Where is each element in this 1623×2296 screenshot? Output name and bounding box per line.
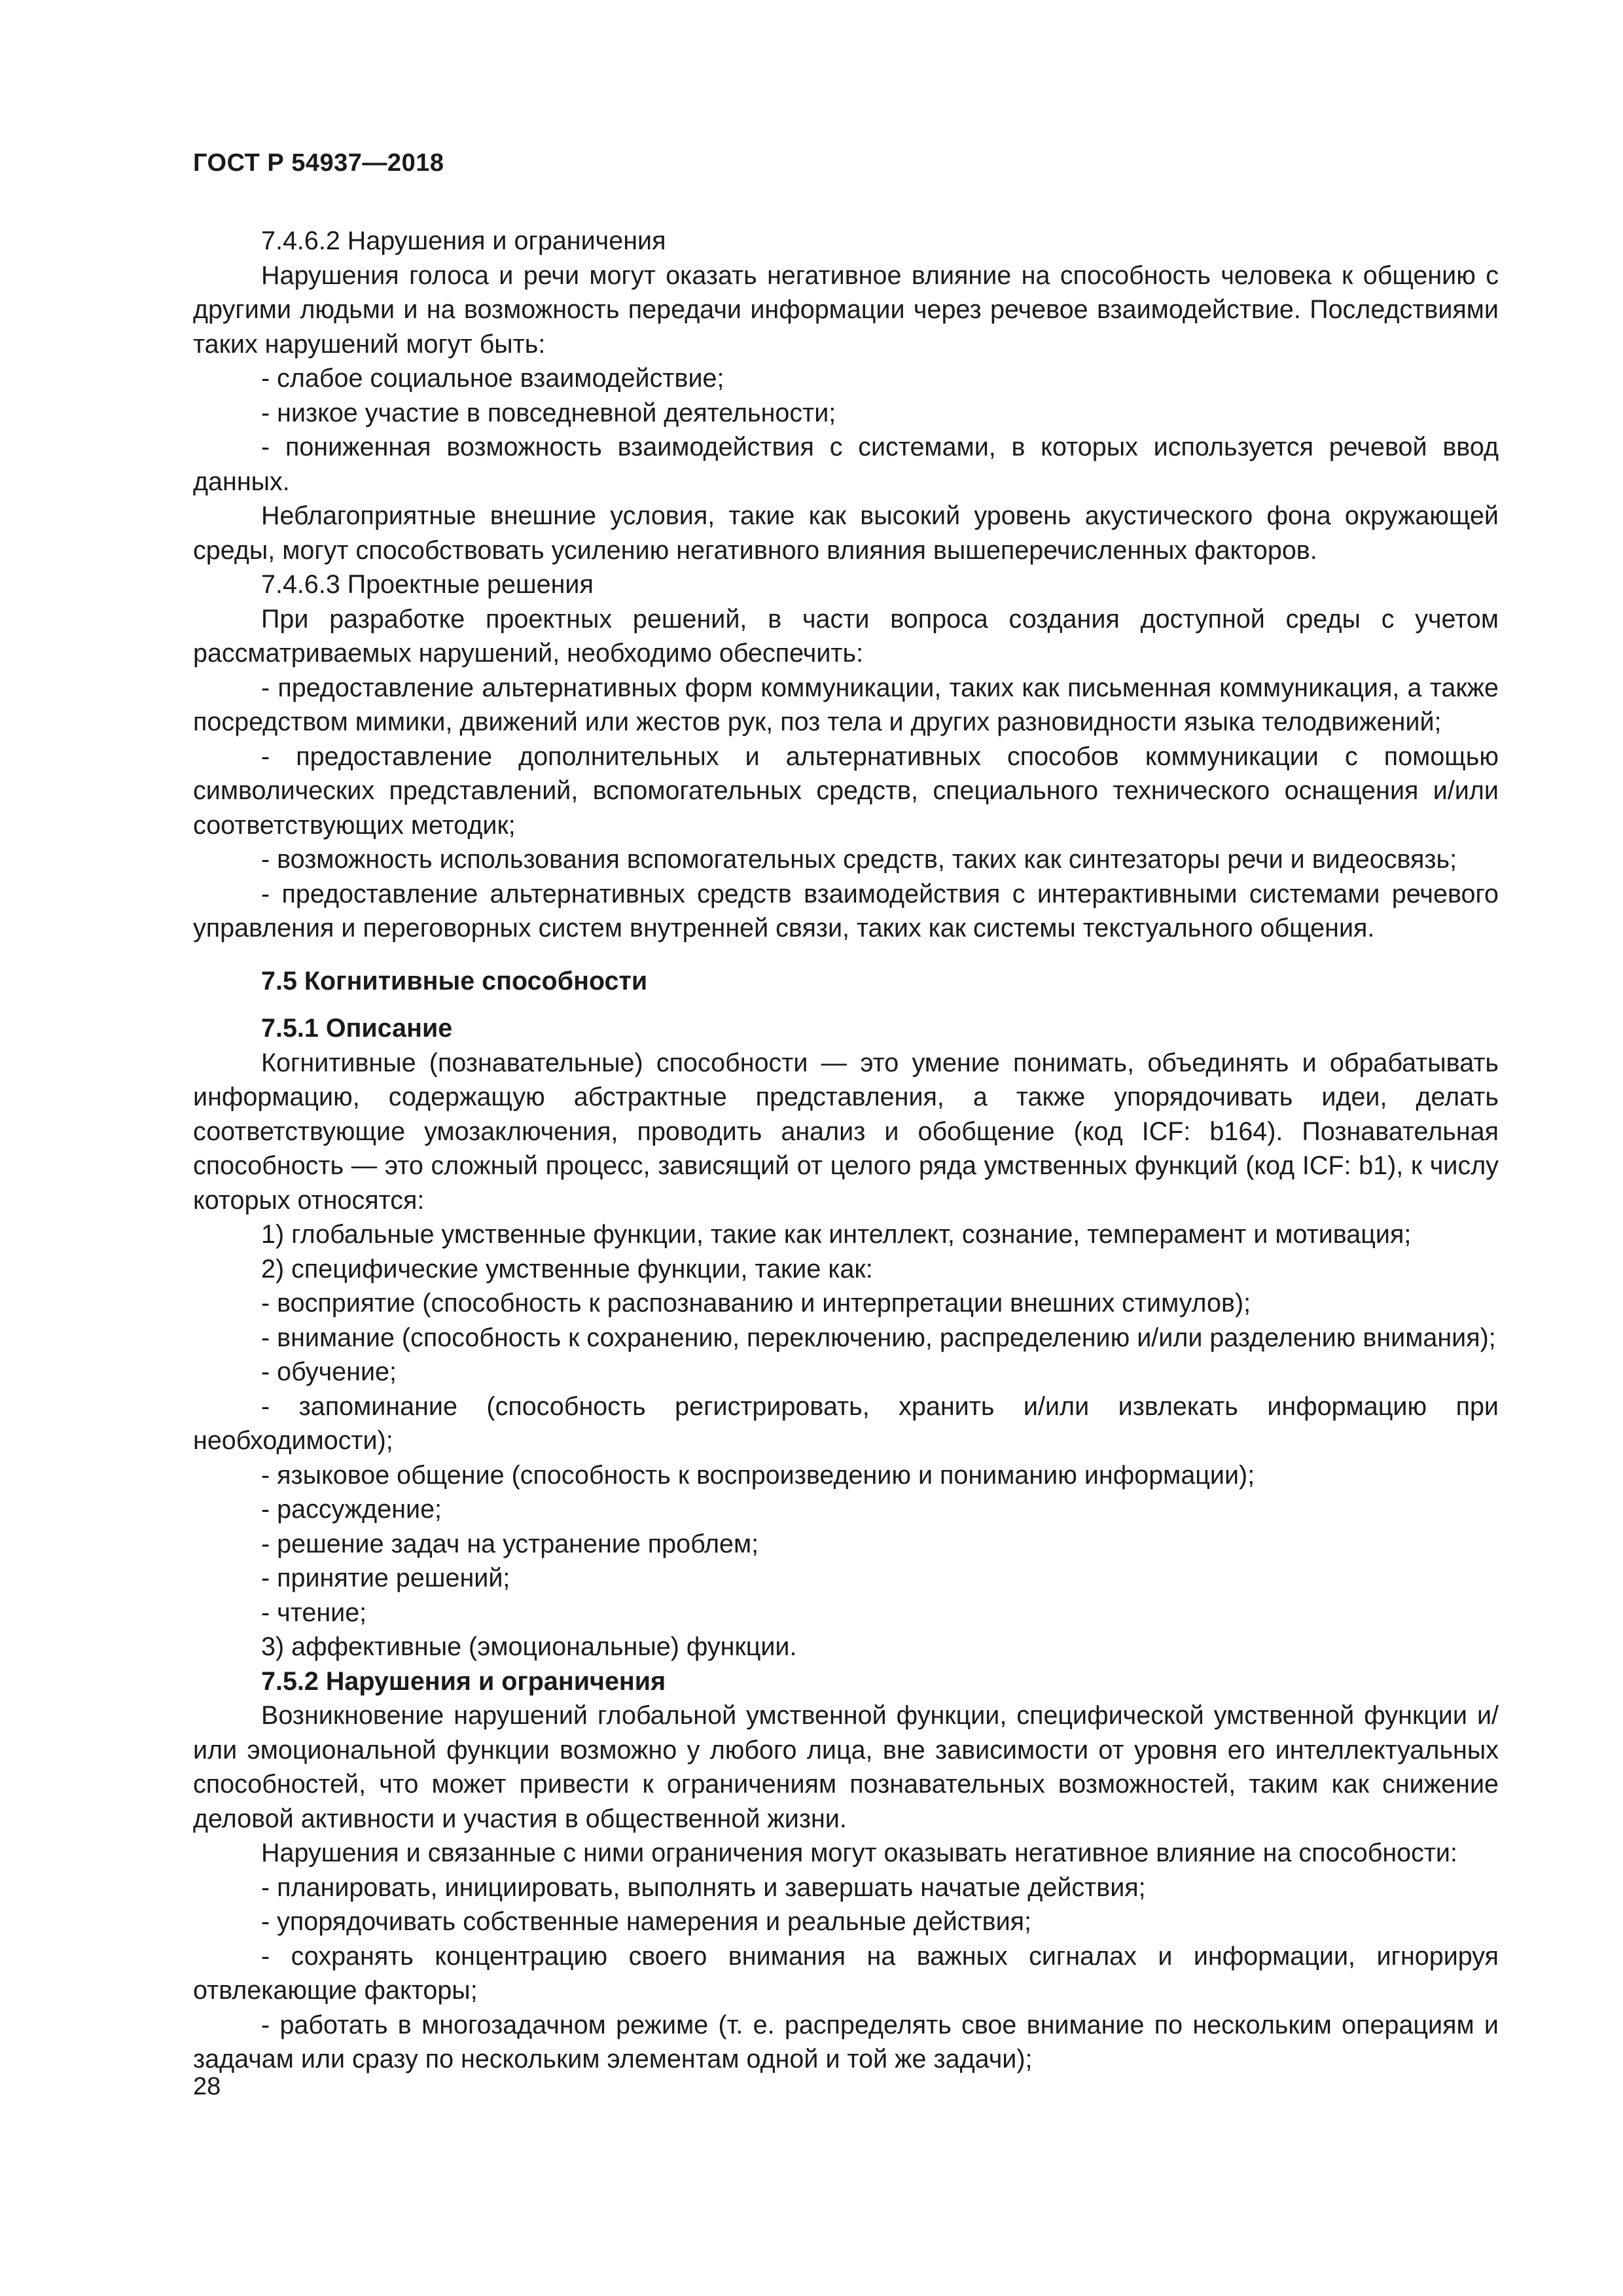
paragraph: Нарушения голоса и речи могут оказать негативное влияние на способность человека к общению с другими людьми и на возможность передачи информации через речевое взаимодействие. Последствиями таких нарушений могут быть:: [193, 260, 1499, 359]
paragraph: - восприятие (способность к распознаванию и интерпретации внешних стимулов);: [261, 1289, 1251, 1318]
paragraph: - предоставление альтернативных форм коммуникации, таких как письменная коммуникация, а также посредством мимики, движений или жестов рук, поз тела и других разновидности языка телодвижений;: [193, 673, 1499, 736]
section-heading: 7.5.1 Описание: [261, 1014, 453, 1043]
paragraph: - работать в многозадачном режиме (т. е. распределять свое внимание по нескольким операциям и задачам или сразу по нескольким элементам одной и той же задачи);: [193, 2010, 1499, 2073]
paragraph: Нарушения и связанные с ними ограничения могут оказывать негативное влияние на способности:: [261, 1839, 1457, 1867]
paragraph: 3) аффективные (эмоциональные) функции.: [261, 1632, 797, 1661]
paragraph: - внимание (способность к сохранению, переключению, распределению и/или разделению внимания);: [261, 1323, 1496, 1352]
paragraph: - решение задач на устранение проблем;: [261, 1529, 759, 1558]
paragraph: - слабое социальное взаимодействие;: [261, 364, 724, 393]
paragraph: - принятие решений;: [261, 1564, 510, 1592]
paragraph: - низкое участие в повседневной деятельности;: [261, 398, 836, 427]
paragraph: 2) специфические умственные функции, такие как:: [261, 1254, 873, 1283]
paragraph: - предоставление дополнительных и альтернативных способов коммуникации с помощью символических представлений, вспомогательных средств, специального технического оснащения и/или соответствующих методик;: [193, 742, 1499, 840]
section-heading: 7.5.2 Нарушения и ограничения: [261, 1666, 666, 1696]
paragraph: - упорядочивать собственные намерения и реальные действия;: [261, 1907, 1032, 1936]
document-body: [193, 224, 1499, 2077]
paragraph: Когнитивные (познавательные) способности — это умение понимать, объединять и обрабатывать информацию, содержащую абстрактные представления, а также упорядочивать идеи, делать соответствующие умозаключения, проводить анализ и обобщение (код ICF: b164). Познавательная способность — это сложный процесс, зависящий от целого ряда умственных функций (код ICF: b1), к числу которых относятся:: [193, 1048, 1499, 1215]
paragraph: Возникновение нарушений глобальной умственной функции, специфической умственной функции и/или эмоциональной функции возможно у любого лица, вне зависимости от уровня его интеллектуальных способностей, что может привести к ограничениям познавательных возможностей, таким как снижение деловой активности и участия в общественной жизни.: [193, 1701, 1499, 1833]
paragraph: - чтение;: [261, 1598, 367, 1627]
paragraph: 7.4.6.2 Нарушения и ограничения: [261, 226, 666, 255]
paragraph: При разработке проектных решений, в части вопроса создания доступной среды с учетом рассматриваемых нарушений, необходимо обеспечить:: [193, 604, 1499, 668]
paragraph: Неблагоприятные внешние условия, такие как высокий уровень акустического фона окружающей среды, могут способствовать усилению негативного влияния вышеперечисленных факторов.: [193, 501, 1499, 565]
paragraph: - сохранять концентрацию своего внимания на важных сигналах и информации, игнорируя отвлекающие факторы;: [193, 1941, 1499, 2005]
paragraph: - возможность использования вспомогательных средств, таких как синтезаторы речи и видеосвязь;: [261, 845, 1457, 874]
paragraph: - предоставление альтернативных средств взаимодействия с интерактивными системами речевого управления и переговорных систем внутренней связи, таких как системы текстуального общения.: [193, 879, 1499, 942]
document-header-id: ГОСТ Р 54937—2018: [193, 149, 444, 177]
paragraph: 7.4.6.3 Проектные решения: [261, 570, 594, 599]
paragraph: - запоминание (способность регистрировать, хранить и/или извлекать информацию при необходимости);: [193, 1391, 1499, 1455]
paragraph: 1) глобальные умственные функции, такие как интеллект, сознание, темперамент и мотивация;: [261, 1220, 1412, 1249]
paragraph: - обучение;: [261, 1357, 397, 1386]
page-number: 28: [193, 2073, 221, 2100]
paragraph: - языковое общение (способность к воспроизведению и пониманию информации);: [261, 1460, 1255, 1490]
paragraph: - пониженная возможность взаимодействия с системами, в которых используется речевой ввод данных.: [193, 433, 1499, 496]
paragraph: - рассуждение;: [261, 1495, 442, 1524]
section-heading: 7.5 Когнитивные способности: [261, 966, 648, 996]
paragraph: - планировать, инициировать, выполнять и завершать начатые действия;: [261, 1873, 1146, 1902]
